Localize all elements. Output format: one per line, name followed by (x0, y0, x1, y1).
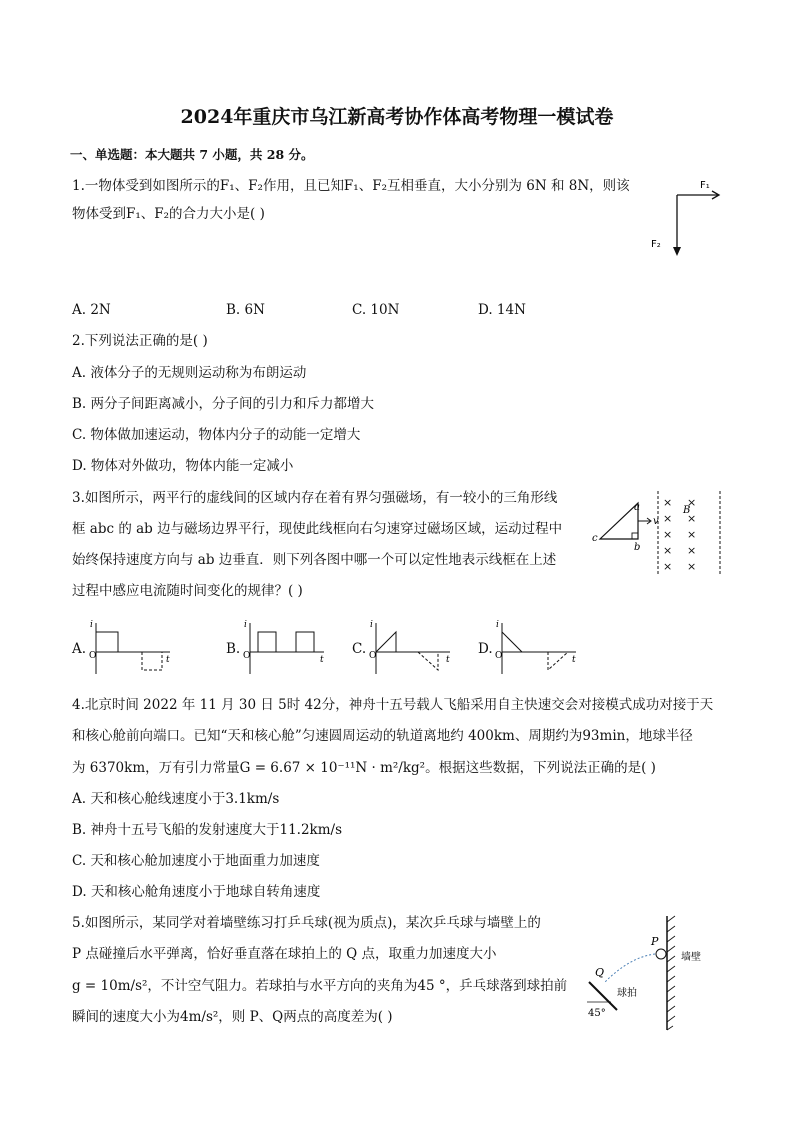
q5-label-angle: 45° (588, 1008, 606, 1019)
q3-stem-line1: 3.如图所示，两平行的虚线间的区域内存在着有界匀强磁场，有一较小的三角形线 (72, 490, 558, 506)
q1-option-a: A. 2N (72, 302, 111, 318)
graph-a-o: O (89, 651, 97, 661)
q5-wall-paddle-diagram (585, 912, 725, 1037)
q2-option-d: D. 物体对外做功，物体内能一定减小 (72, 458, 294, 474)
svg-text:×: × (687, 528, 697, 541)
svg-text:×: × (663, 560, 673, 573)
section-heading: 一、单选题：本大题共 7 小题，共 28 分。 (70, 147, 314, 162)
svg-text:×: × (663, 528, 673, 541)
q3-graph-a (86, 618, 176, 678)
q4-option-c: C. 天和核心舱加速度小于地面重力加速度 (72, 853, 320, 869)
q3-label-B: B (683, 505, 691, 516)
q5-stem-line2: P 点碰撞后水平弹离，恰好垂直落在球拍上的 Q 点，取重力加速度大小 (72, 946, 497, 962)
q5-label-p: P (651, 935, 659, 948)
q3-option-a-label: A. (72, 641, 87, 657)
q5-label-wall: 墙壁 (681, 952, 701, 963)
graph-a-t: t (166, 655, 170, 665)
graph-a-i: i (90, 620, 93, 630)
q3-graph-c (366, 618, 456, 678)
q3-graph-d (492, 618, 582, 678)
svg-text:×: × (663, 512, 673, 525)
q2-option-a: A. 液体分子的无规则运动称为布朗运动 (72, 365, 307, 381)
q3-stem-line3: 始终保持速度方向与 ab 边垂直．则下列各图中哪一个可以定性地表示线框在上述 (72, 552, 557, 568)
q3-magnetic-field-diagram (590, 487, 730, 579)
q3-label-b: b (634, 542, 641, 553)
q3-label-c: c (592, 533, 598, 544)
q3-label-v: v (653, 516, 659, 527)
q3-option-b-label: B. (226, 641, 241, 657)
q4-stem-line1: 4.北京时间 2022 年 11 月 30 日 5时 42分，神舟十五号载人飞船采用自主快速交会对接模式成功对接于天 (72, 697, 714, 713)
q1-stem-line2: 物体受到F₁、F₂的合力大小是( ) (72, 206, 265, 222)
svg-text:×: × (687, 512, 697, 525)
q4-option-d: D. 天和核心舱角速度小于地球自转角速度 (72, 884, 321, 900)
q3-stem-line4: 过程中感应电流随时间变化的规律？( ) (72, 583, 303, 599)
q5-stem-line4: 瞬间的速度大小为4m/s²，则 P、Q两点的高度差为( ) (72, 1009, 393, 1025)
q4-stem-line2: 和核心舱前向端口。已知“天和核心舱”匀速圆周运动的轨道离地约 400km、周期约为93min，地球半径 (72, 728, 693, 744)
page-title: 2024年重庆市乌江新高考协作体高考物理一模试卷 (180, 106, 614, 128)
q2-option-b: B. 两分子间距离减小，分子间的引力和斥力都增大 (72, 396, 375, 412)
graph-c-i: i (370, 620, 373, 630)
q5-label-q: Q (595, 966, 605, 979)
graph-b-o: O (243, 651, 251, 661)
svg-text:×: × (687, 544, 697, 557)
q4-stem-line3: 为 6370km，万有引力常量G = 6.67 × 10⁻¹¹N · m²/kg²。根据这些数据，下列说法正确的是( ) (72, 760, 656, 776)
svg-text:×: × (663, 544, 673, 557)
graph-b-t: t (320, 655, 324, 665)
q3-label-a: a (634, 502, 640, 513)
svg-text:×: × (663, 496, 673, 509)
graph-d-o: O (495, 651, 503, 661)
q2-stem: 2.下列说法正确的是( ) (72, 333, 208, 349)
q3-stem-line2: 框 abc 的 ab 边与磁场边界平行，现使此线框向右匀速穿过磁场区域，运动过程中 (72, 521, 563, 537)
q1-option-c: C. 10N (352, 302, 400, 318)
q1-force-diagram (651, 175, 730, 265)
q3-option-d-label: D. (478, 641, 493, 657)
q1-f2-label: F₂ (651, 239, 661, 250)
q2-option-c: C. 物体做加速运动，物体内分子的动能一定增大 (72, 427, 361, 443)
q1-option-b: B. 6N (226, 302, 265, 318)
graph-c-o: O (369, 651, 377, 661)
q3-option-c-label: C. (352, 641, 367, 657)
q4-option-b: B. 神舟十五号飞船的发射速度大于11.2km/s (72, 822, 343, 838)
graph-d-i: i (496, 620, 499, 630)
q5-label-paddle: 球拍 (617, 988, 637, 999)
q4-option-a: A. 天和核心舱线速度小于3.1km/s (72, 791, 280, 807)
q1-f1-label: F₁ (700, 180, 710, 191)
q3-graph-b (240, 618, 330, 678)
graph-d-t: t (572, 655, 576, 665)
graph-c-t: t (446, 655, 450, 665)
q5-stem-line3: g = 10m/s²，不计空气阻力。若球拍与水平方向的夹角为45 °，乒乓球落到球拍前 (72, 978, 568, 994)
q5-stem-line1: 5.如图所示，某同学对着墙壁练习打乒乓球(视为质点)，某次乒乓球与墙壁上的 (72, 915, 541, 931)
q1-stem-line1: 1.一物体受到如图所示的F₁、F₂作用，且已知F₁、F₂互相垂直，大小分别为 6N 和 8N，则该 (72, 178, 630, 194)
svg-text:×: × (687, 496, 697, 509)
q1-option-d: D. 14N (478, 302, 526, 318)
svg-text:×: × (687, 560, 697, 573)
graph-b-i: i (244, 620, 247, 630)
